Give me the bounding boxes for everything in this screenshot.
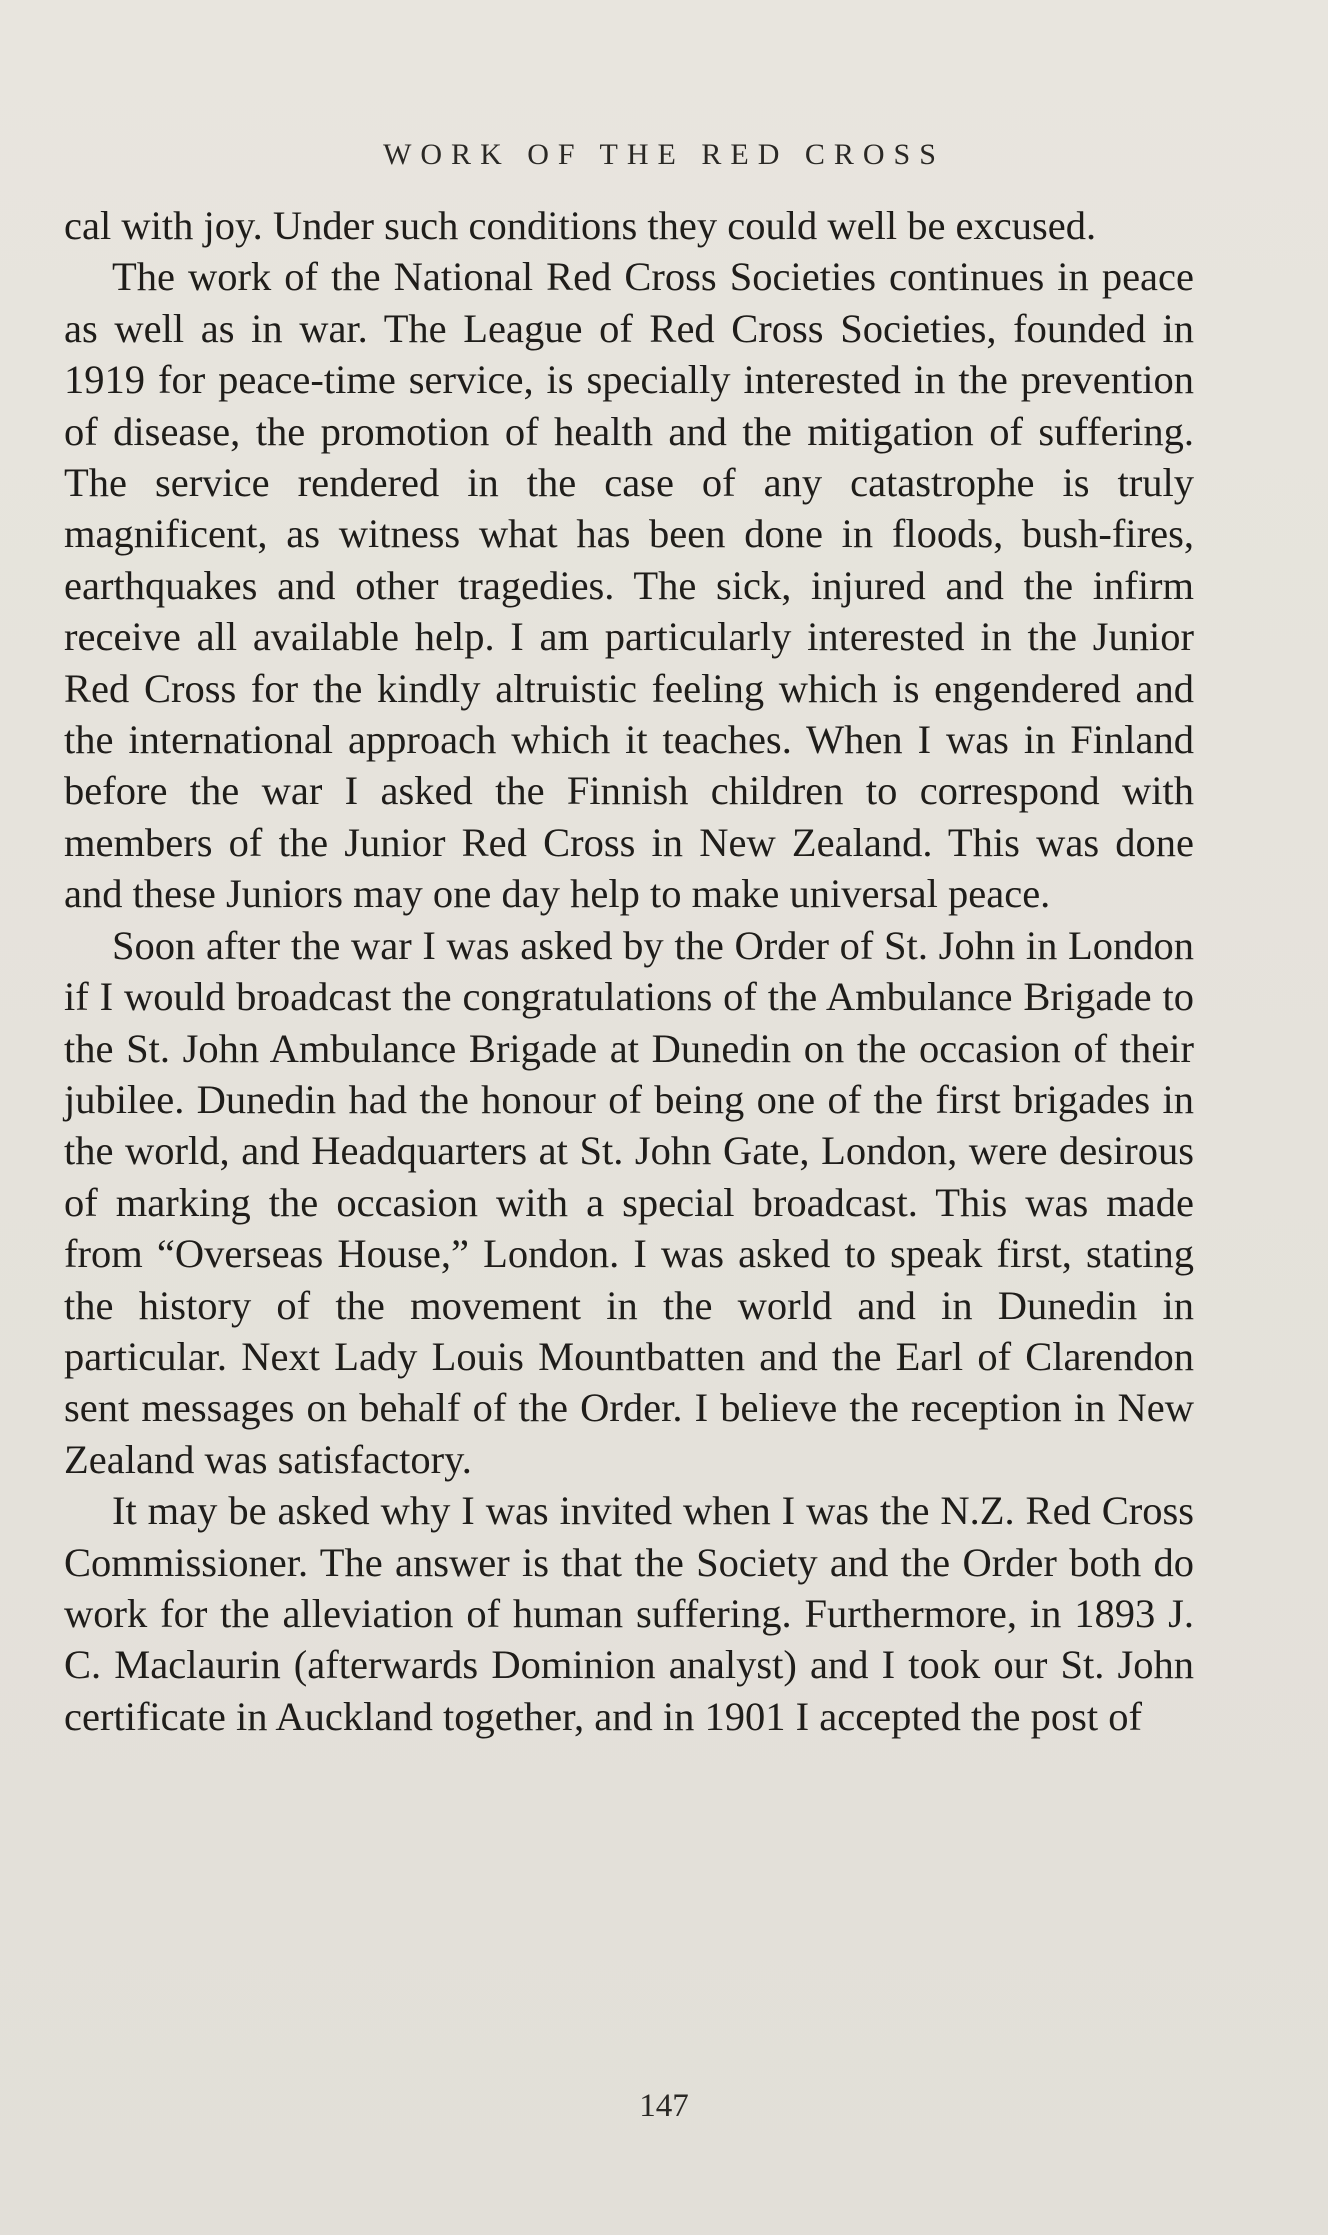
running-head: WORK OF THE RED CROSS bbox=[383, 138, 945, 171]
page-number: 147 bbox=[639, 2088, 689, 2124]
paragraph-1: cal with joy. Under such conditions they could well be excused. bbox=[64, 203, 1097, 248]
body-text bbox=[64, 200, 1194, 1742]
paragraph-4: It may be asked why I was invited when I was the N.Z. Red Cross Commissioner. The answer is that the Society and the Order both do work for the alleviation of human suffering. Furthermore, in 1893 J. C. Maclaurin (afterwards Dominion analyst) and I took our St. John certificate in Auckland together, and in 1901 I accepted the post of bbox=[64, 1488, 1194, 1739]
paragraph-3: Soon after the war I was asked by the Order of St. John in London if I would broadcast the congratulations of the Ambulance Brigade to the St. John Ambulance Brigade at Dunedin on the occasion of their jubilee. Dunedin had the honour of being one of the first brigades in the world, and Headquarters at St. John Gate, London, were desirous of marking the occasion with a special broadcast. This was made from “Overseas House,” London. I was asked to speak first, stating the history of the movement in the world and in Dunedin in particular. Next Lady Louis Mountbatten and the Earl of Clarendon sent messages on behalf of the Order. I believe the reception in New Zealand was satisfactory. bbox=[64, 922, 1194, 1482]
paragraph-2: The work of the National Red Cross Societies continues in peace as well as in war. The League of Red Cross Societies, founded in 1919 for peace-time service, is specially interested in the prevention of disease, the promotion of health and the mitigation of suffering. The service rendered in the case of any catastrophe is truly magnificent, as witness what has been done in floods, bush-fires, earthquakes and other tragedies. The sick, injured and the infirm receive all available help. I am particularly interested in the Junior Red Cross for the kindly altruistic feeling which is engendered and the international approach which it teaches. When I was in Finland before the war I asked the Finnish children to correspond with members of the Junior Red Cross in New Zealand. This was done and these Juniors may one day help to make universal peace. bbox=[64, 254, 1194, 917]
